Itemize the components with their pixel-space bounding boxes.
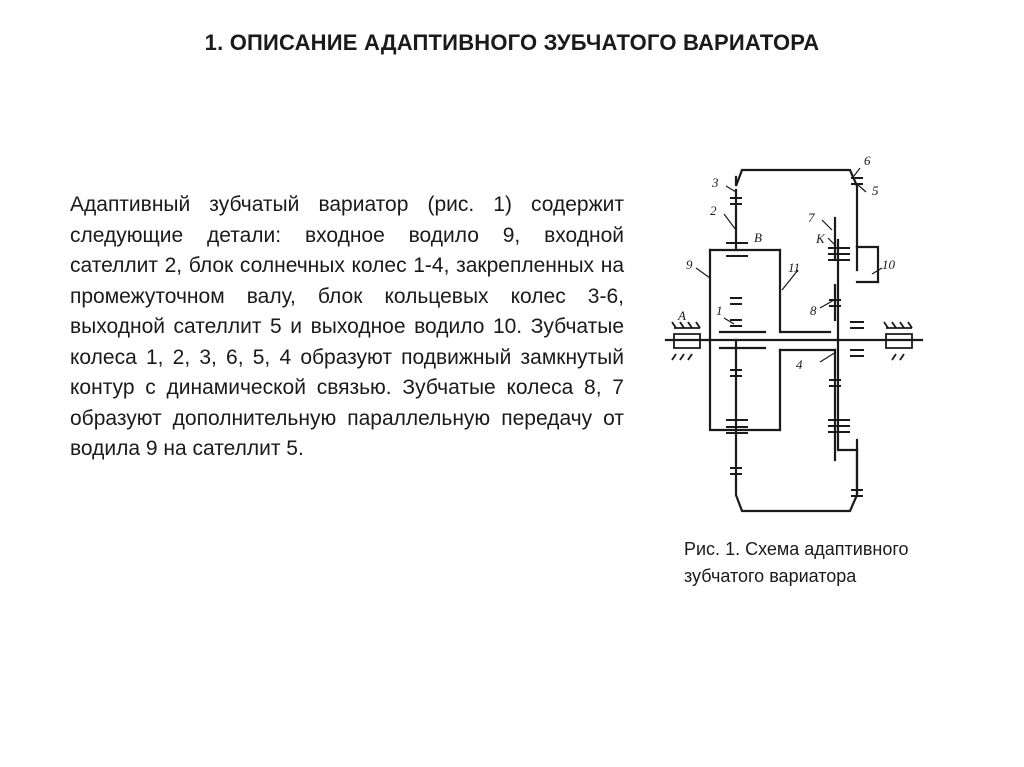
leader-4 — [820, 352, 836, 362]
leader-5 — [857, 184, 866, 192]
label-8: 8 — [810, 303, 817, 318]
gear-2-lower-mesh — [730, 298, 742, 304]
label-A: A — [678, 308, 686, 323]
caption-line-2: зубчатого вариатора — [684, 566, 857, 586]
support-right — [886, 328, 912, 348]
label-11: 11 — [788, 260, 801, 275]
support-a — [674, 328, 700, 348]
caption-line-1: Рис. 1. Схема адаптивного — [684, 539, 909, 559]
output-carrier-10 — [857, 247, 878, 282]
right-column — [838, 240, 857, 450]
label-B: B — [754, 230, 762, 245]
label-2: 2 — [710, 203, 717, 218]
label-9: 9 — [686, 257, 693, 272]
leader-2 — [724, 214, 736, 230]
label-3: 3 — [712, 175, 719, 190]
leader-9 — [696, 268, 710, 278]
leader-3 — [726, 186, 736, 192]
gear-6-mesh — [851, 178, 863, 184]
ring-gear-block-bottom — [736, 450, 857, 511]
label-1: 1 — [716, 303, 723, 318]
description-text: Адаптивный зубчатый вариатор (рис. 1) содержит следующие детали: входное водило 9, входной сателлит 2, блок солнечных колес 1-4, закрепленных на промежуточном валу, блок кольцевых колес 3-6, выходной сателлит 5 и выходное водило 10. Зубчатые колеса 1, 2, 3, 6, 5, 4 образуют подвижный замкнутый контур с динамической связью. Зубчатые колеса 8, 7 образуют дополнительную параллельную передачу от водила 9 на сателлит 5. — [70, 193, 624, 460]
figure-caption — [684, 536, 1004, 590]
leader-6 — [854, 168, 860, 176]
gear-4-mesh — [850, 350, 864, 356]
slide-title: 1. ОПИСАНИЕ АДАПТИВНОГО ЗУБЧАТОГО ВАРИАТОРА — [204, 30, 820, 55]
label-4: 4 — [796, 357, 803, 372]
label-6: 6 — [864, 153, 871, 168]
label-K: K — [816, 231, 825, 246]
leader-7 — [822, 220, 832, 230]
gear-4-upper-mesh — [850, 322, 864, 328]
label-7: 7 — [808, 210, 815, 225]
variator-kinematic-diagram — [660, 150, 930, 520]
label-5: 5 — [872, 183, 879, 198]
label-10: 10 — [882, 257, 895, 272]
